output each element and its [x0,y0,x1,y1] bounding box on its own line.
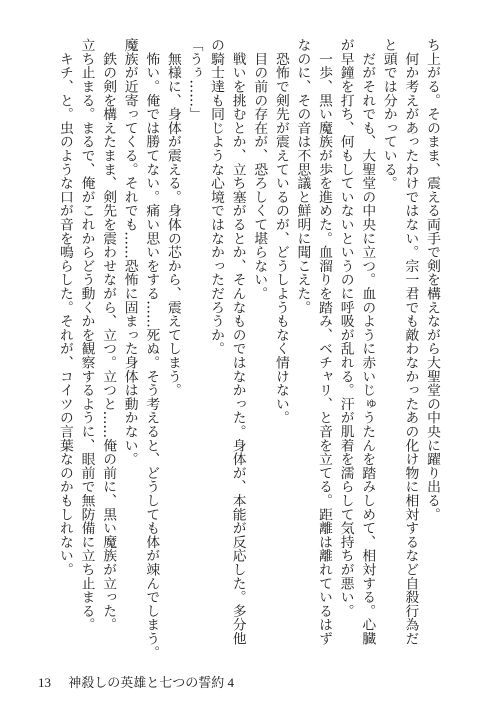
text-line: キチ、と。虫のような口が音を鳴らした。それが、コイツの言葉なのかもしれない。 [56,38,73,577]
text-line: 立ち止まる。まるで、俺がこれからどう動くかを観察するように、眼前で無防備に立ち止まる。 [78,38,95,632]
text-line: 「うぅ……」 [186,38,203,121]
text-line: 一歩、黒い魔族が歩を進めた。血溜りを踏み、ベチャリ、と音を立てる。距離は離れているはず [316,38,333,646]
book-title: 神殺しの英雄と七つの誓約 4 [68,675,235,690]
text-line: と頭では分かっている。 [380,38,397,190]
text-line: 鉄の剣を構えたまま、剣先を震わせながら、立つ。立つと……俺の前に、黒い魔族が立った。 [100,38,117,632]
text-line: の騎士達も同じような心境ではなかっただろうか。 [208,38,225,356]
text-line: 魔族が近寄ってくる。それでも……恐怖に固まった身体は動かない。 [121,38,138,466]
text-line: 目の前の存在が、恐ろしくて堪らない。 [251,38,268,301]
text-line: 何か考えがあったわけではない。宗一君でも敵わなかったあの化け物に相対するなど自殺行為だ [402,38,419,646]
page-number: 13 [38,675,51,690]
body-text [53,38,442,659]
text-line: だがそれでも、大聖堂の中央に立つ。血のように赤いじゅうたんを踏みしめて、相対する。心臓 [359,38,376,646]
text-line: 無様に、身体が震える。身体の芯から、震えてしまう。 [164,38,181,397]
text-line: 戦いを挑むとか、立ち塞がるとか、そんなものではなかった。身体が、本能が反応した。多分他 [229,38,246,646]
text-line: 怖い。俺では勝てない。痛い思いをする……死ぬ。そう考えると、どうしても体が竦んでしまう。 [143,38,160,659]
text-line: 恐怖で剣先が震えているのが、どうしようもなく情けない。 [272,38,289,425]
text-line: ち上がる。そのまま、震える両手で剣を構えながら大聖堂の中央に躍り出る。 [424,38,440,521]
text-line: が早鐘を打ち、何もしていないというのに呼吸が乱れる。汗が肌着を濡らして気持ちが悪い。 [337,38,354,618]
page-footer [38,672,234,691]
text-line: なのに、その音は不思議と鮮明に聞こえた。 [294,38,311,314]
